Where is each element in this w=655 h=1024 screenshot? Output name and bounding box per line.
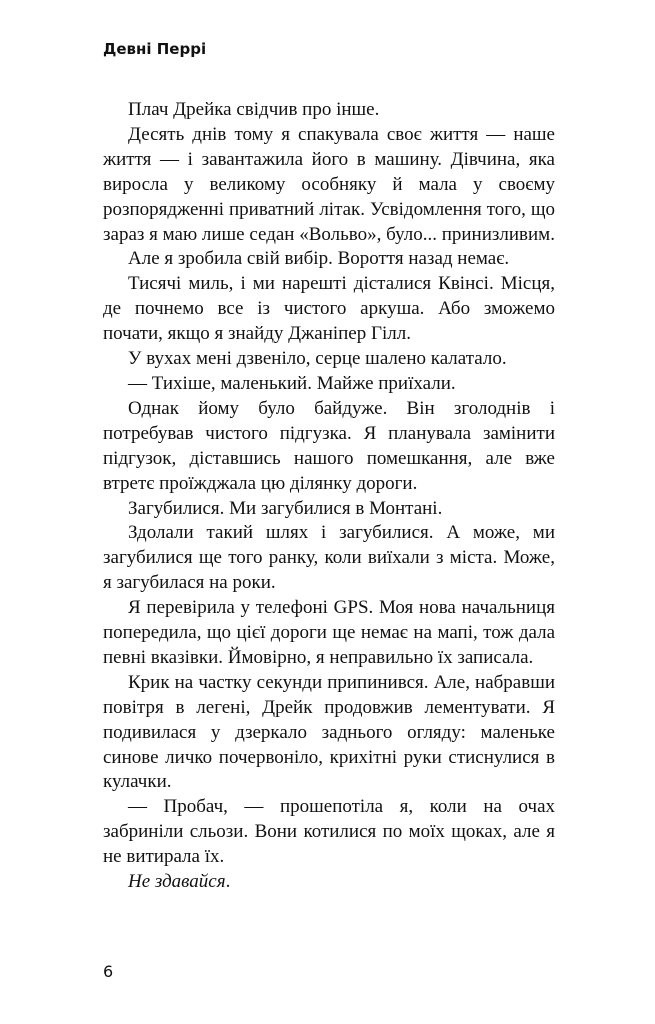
paragraph: Плач Дрейка свідчив про інше. (128, 99, 380, 120)
paragraph: Здолали такий шлях і загубилися. А може, ми загубилися ще того ранку, коли виїхали з міста. Може, я загубилася на роки. (103, 522, 555, 594)
paragraph: Але я зробила свій вибір. Вороття назад немає. (128, 248, 510, 270)
paragraph: — Пробач, — прошепотіла я, коли на очах забриніли сльози. Вони котилися по моїх щоках, але я не витирала їх. (103, 796, 555, 868)
paragraph: Однак йому було байдуже. Він зголоднів і потребував чистого підгузка. Я планувала замінити підгузок, діставшись нашого помешкання, але вже втретє проїжджала цю ділянку дороги. (103, 397, 555, 494)
page-number: 6 (103, 962, 114, 981)
body-text (103, 98, 555, 895)
paragraph: Я перевірила у телефоні GPS. Моя нова начальниця попередила, що цієї дороги ще немає на мапі, тож дала певні вказівки. Ймовірно, я неправильно їх записала. (103, 597, 555, 668)
paragraph: Крик на частку секунди припинився. Але, набравши повітря в легені, Дрейк продовжив лементувати. Я подивилася у дзеркало заднього огляду: маленьке синове личко почервоніло, крихітні руки стиснулися в кулачки. (103, 671, 555, 793)
paragraph: Загубилися. Ми загубилися в Монтані. (128, 497, 443, 519)
closing-punctuation: . (225, 871, 231, 893)
paragraph: У вухах мені дзвеніло, серце шалено калатало. (128, 348, 507, 370)
closing-paragraph (103, 870, 555, 895)
italic-phrase: Не здавайся (128, 871, 226, 893)
paragraph: — Тихіше, маленький. Майже приїхали. (128, 372, 456, 394)
running-head: Девні Перрі (103, 40, 207, 58)
paragraph: Десять днів тому я спакувала своє життя — наше життя — і завантажила його в машину. Дівчина, яка виросла у великому особняку й мала у своєму розпорядженні приватний літак. Усвідомлення того, що зараз я маю лише седан «Вольво», було... принизливим. (103, 123, 555, 245)
paragraph: Тисячі миль, і ми нарешті дісталися Квінсі. Місця, де почнемо все із чистого аркуша. Або зможемо почати, якщо я знайду Джаніпер Гілл. (103, 273, 555, 345)
